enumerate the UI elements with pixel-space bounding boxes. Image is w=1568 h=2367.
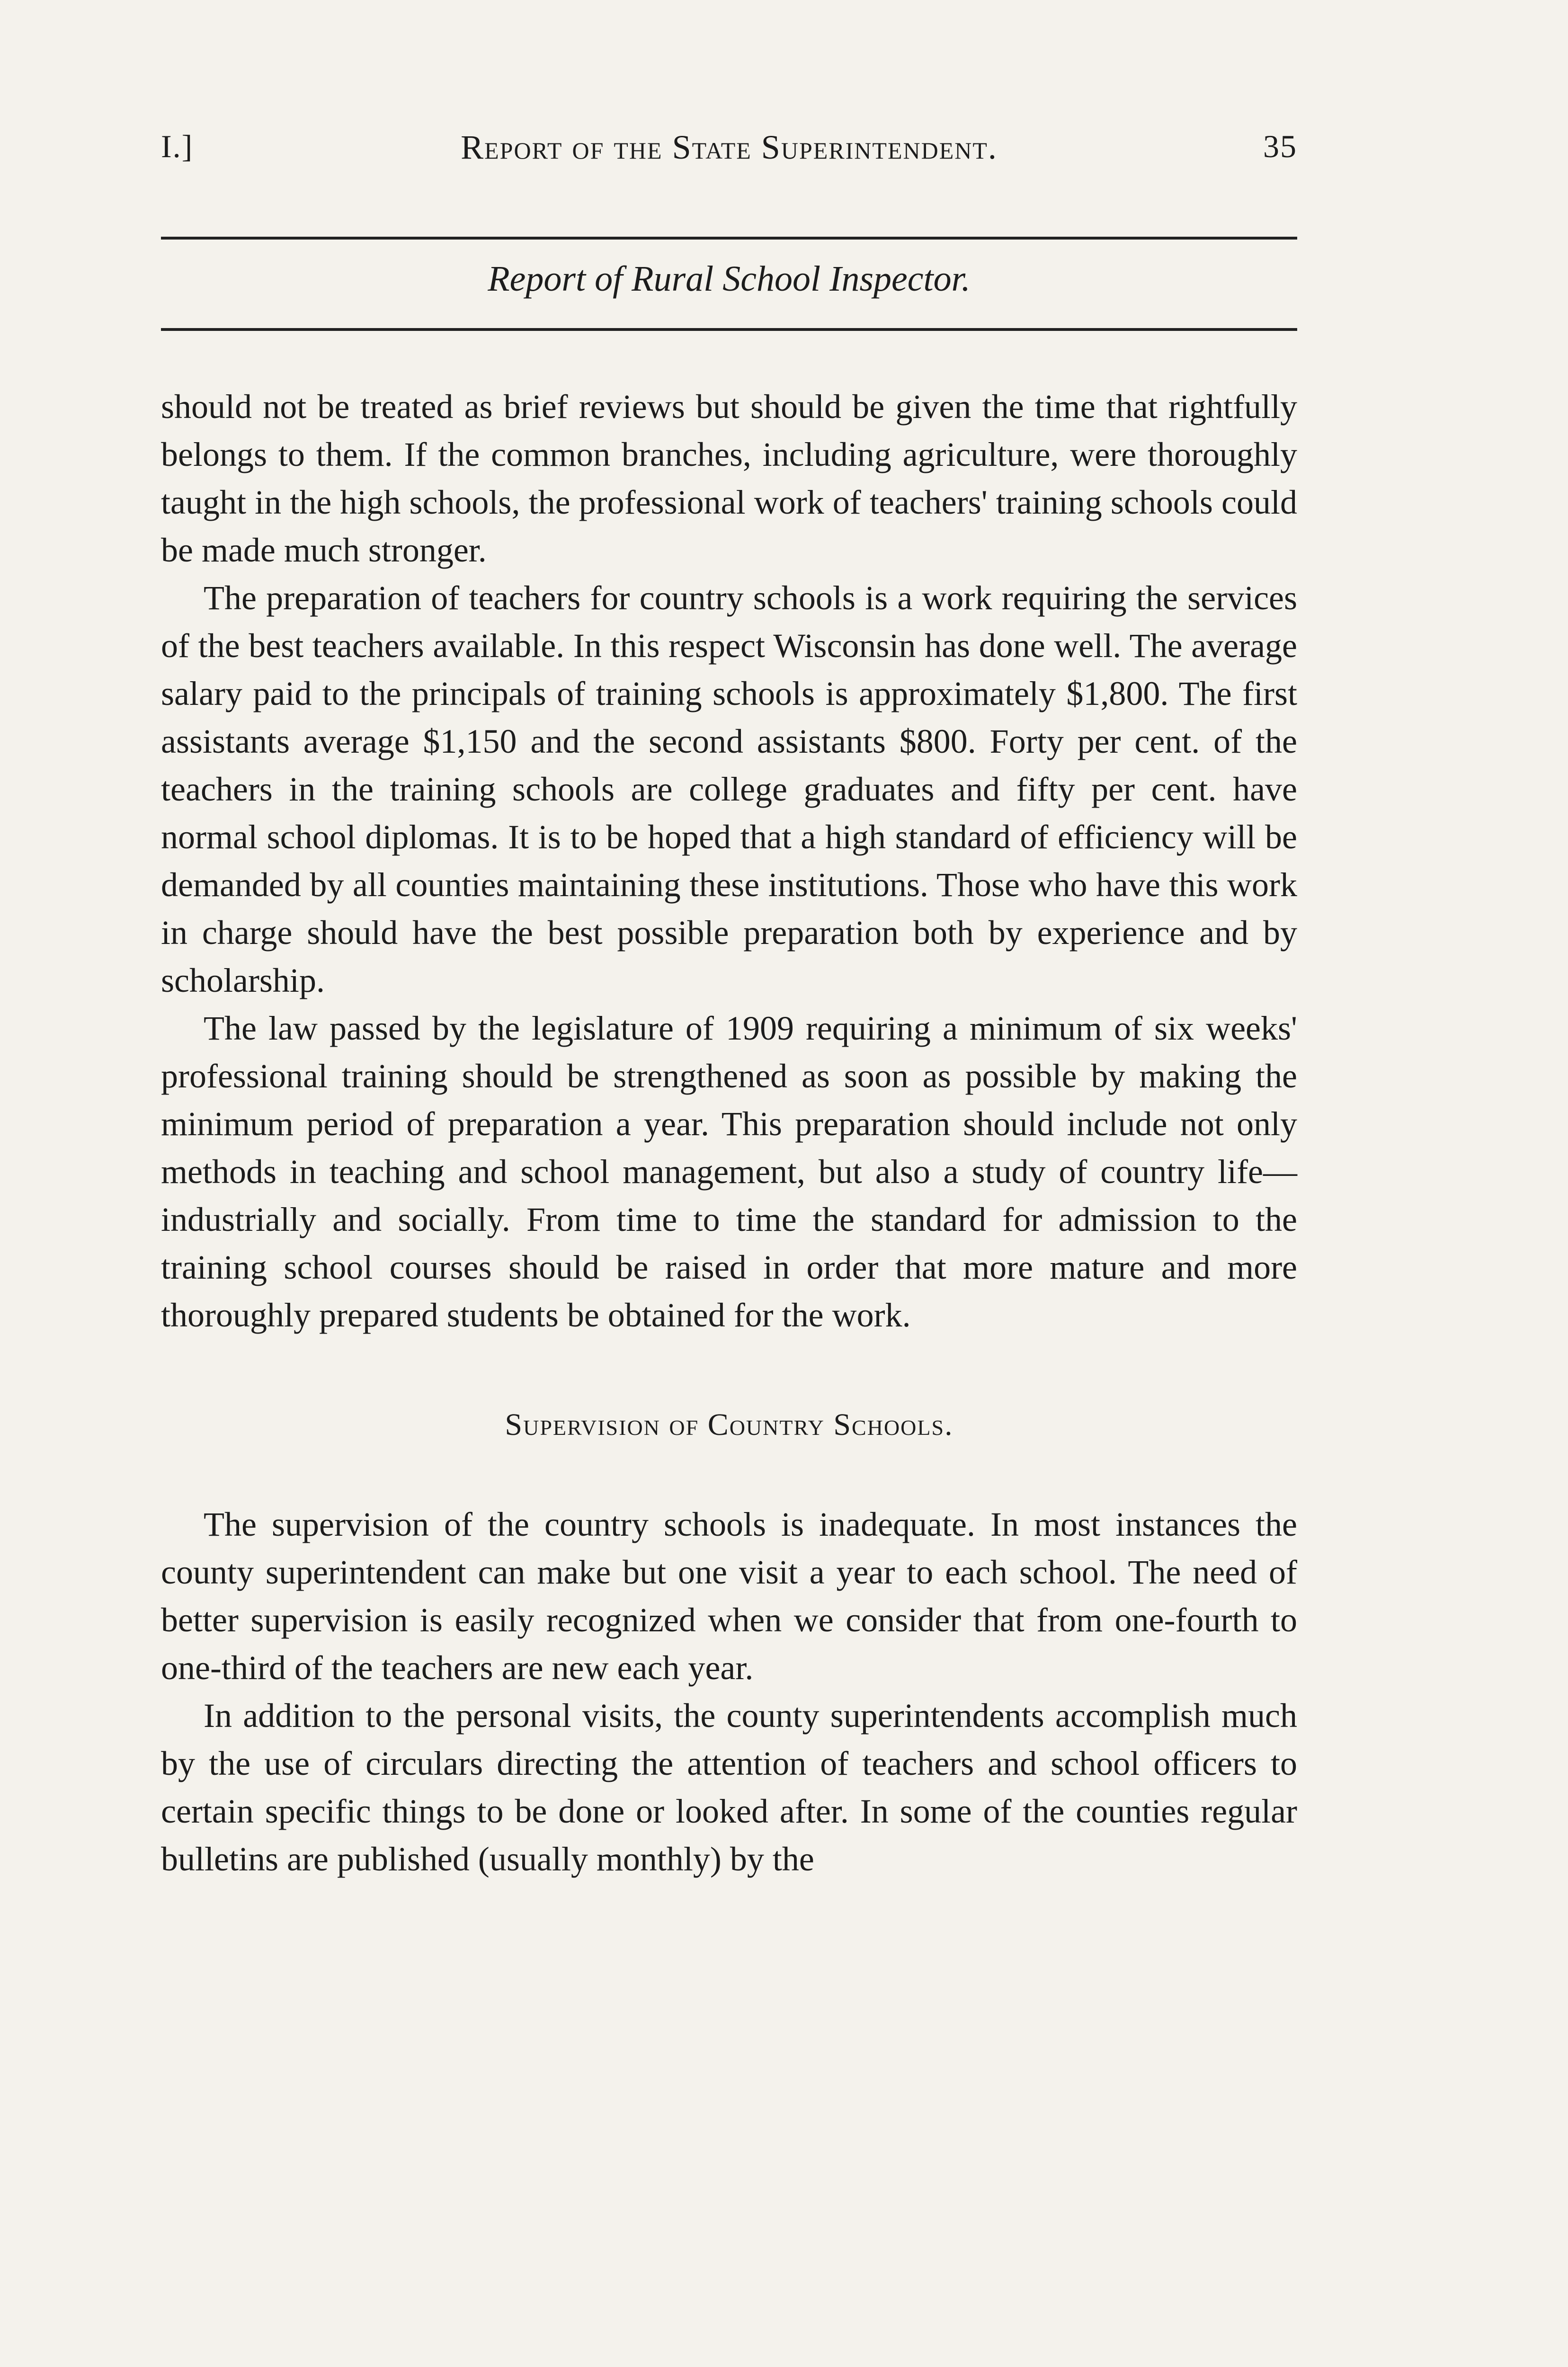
paragraph: The preparation of teachers for country schools is a work requiring the services of the best teachers available. In this respect Wisconsin has done well. The average salary paid to the principals of training schools is approximately $1,800. The first assistants average $1,150 and the second assistants $800. Forty per cent. of the teachers in the training schools are college graduates and fifty per cent. have normal school diplomas. It is to be hoped that a high standard of efficiency will be demanded by all counties maintaining these institutions. Those who have this work in charge should have the best possible preparation both by experience and by scholarship. — [161, 579, 1297, 999]
running-header — [161, 109, 1297, 170]
running-title: Report of the State Superintendent. — [461, 128, 998, 166]
header-rule-top — [161, 237, 1297, 240]
document-page — [161, 109, 1297, 1883]
header-rule-bottom — [161, 328, 1297, 331]
paragraph: The supervision of the country schools is inadequate. In most instances the county superintendent can make but one visit a year to each school. The need of better supervision is easily recognized when we consider that from one-fourth to one-third of the teachers are new each year. — [161, 1505, 1297, 1687]
paragraph: should not be treated as brief reviews but should be given the time that rightfully belongs to them. If the common branches, including agriculture, were thoroughly taught in the high schools, the professional work of teachers' training schools could be made much stronger. — [161, 388, 1297, 569]
section-heading: Supervision of Country Schools. — [505, 1407, 953, 1442]
paragraph: In addition to the personal visits, the county superintendents accomplish much by the use of circulars directing the attention of teachers and school officers to certain specific things to be done or looked after. In some of the counties regular bulletins are published (usually monthly) by the — [161, 1697, 1297, 1878]
part-marker: I.] — [161, 128, 194, 164]
paragraph: The law passed by the legislature of 1909 requiring a minimum of six weeks' professional training should be strengthened as soon as possible by making the minimum period of preparation a year. This preparation should include not only methods in teaching and school management, but also a study of country life—industrially and socially. From time to time the standard for admission to the training school courses should be raised in order that more mature and more thoroughly prepared students be obtained for the work. — [161, 1009, 1297, 1334]
body-text — [161, 383, 1297, 1883]
page-number: 35 — [1263, 128, 1297, 164]
section-subheading: Report of Rural School Inspector. — [488, 259, 971, 299]
